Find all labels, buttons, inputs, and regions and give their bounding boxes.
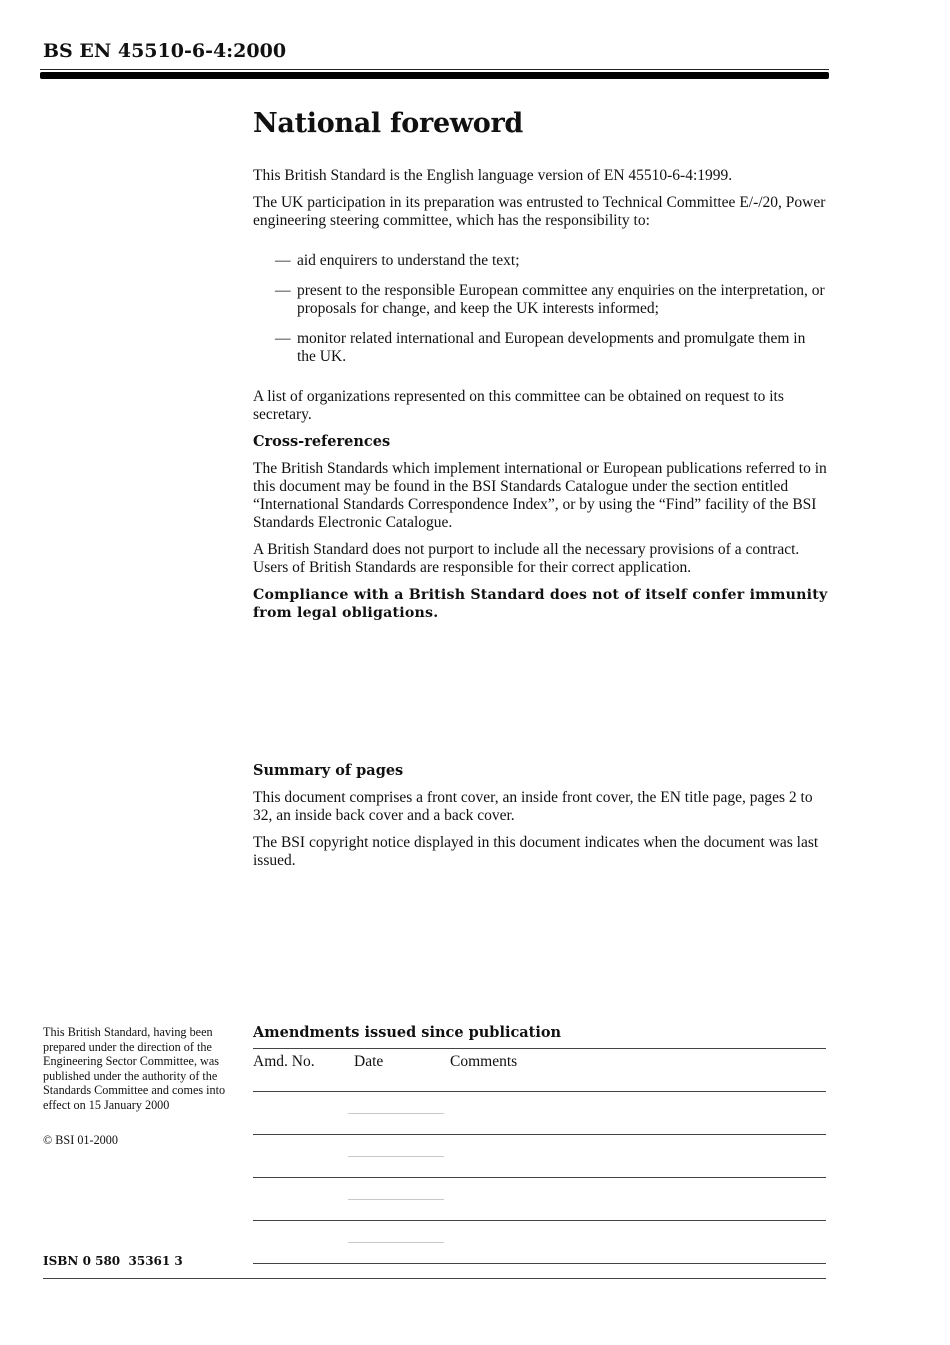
page-title: National foreword bbox=[253, 108, 523, 139]
list-item-text: present to the responsible European committee any enquiries on the interpretation, or proposals for change, and keep the UK interests informed; bbox=[297, 282, 825, 317]
isbn-number: ISBN 0 580 35361 3 bbox=[43, 1254, 183, 1268]
copyright-line: © BSI 01-2000 bbox=[43, 1133, 118, 1147]
dash-marker: — bbox=[275, 252, 291, 269]
date-cell-line bbox=[348, 1113, 444, 1114]
publication-note: This British Standard, having been prepared under the direction of the Engineering Sector Committee, was published under the authority of the Standards Committee and comes into effect on 15 January 2000 bbox=[43, 1025, 226, 1112]
amendments-table bbox=[253, 1048, 826, 1264]
intro-paragraph: This British Standard is the English language version of EN 45510-6-4:1999. bbox=[253, 167, 733, 184]
list-item-text: monitor related international and European developments and promulgate them in the UK. bbox=[297, 330, 806, 365]
header-thin-rule bbox=[40, 69, 829, 70]
amendments-heading: Amendments issued since publication bbox=[253, 1024, 562, 1041]
date-cell-line bbox=[348, 1156, 444, 1157]
list-item bbox=[275, 252, 828, 270]
table-row bbox=[253, 1178, 826, 1221]
committee-paragraph: The UK participation in its preparation was entrusted to Technical Committee E/-/20, Power engineering steering committee, which has the responsibility to: bbox=[253, 194, 826, 229]
table-row bbox=[253, 1135, 826, 1178]
amendments-table-section bbox=[253, 1024, 826, 1264]
date-cell-line bbox=[348, 1199, 444, 1200]
provisions-paragraph: A British Standard does not purport to include all the necessary provisions of a contract. Users of British Standards are responsible for their correct application. bbox=[253, 541, 800, 576]
list-item bbox=[275, 282, 828, 318]
copyright-notice-paragraph: The BSI copyright notice displayed in this document indicates when the document was last issued. bbox=[253, 834, 819, 869]
responsibility-list bbox=[253, 252, 828, 366]
cross-references-paragraph: The British Standards which implement international or European publications referred to in this document may be found in the BSI Standards Catalogue under the section entitled “International Standards Correspondence Index”, or by using the “Find” facility of the BSI Standards Electronic Catalogue. bbox=[253, 460, 827, 531]
national-foreword-section bbox=[253, 105, 828, 622]
compliance-statement: Compliance with a British Standard does not of itself confer immunity from legal obligations. bbox=[253, 587, 828, 621]
column-header-comments: Comments bbox=[450, 1053, 518, 1070]
table-row bbox=[253, 1092, 826, 1135]
dash-marker: — bbox=[275, 330, 291, 347]
footer-rule bbox=[43, 1278, 826, 1279]
list-item bbox=[275, 330, 828, 366]
column-header-date: Date bbox=[354, 1053, 384, 1070]
publication-sidebar bbox=[43, 1025, 238, 1148]
cross-references-heading: Cross-references bbox=[253, 433, 391, 450]
dash-marker: — bbox=[275, 282, 291, 299]
table-row bbox=[253, 1221, 826, 1264]
date-cell-line bbox=[348, 1242, 444, 1243]
table-header-row bbox=[253, 1049, 826, 1092]
organizations-paragraph: A list of organizations represented on this committee can be obtained on request to its secretary. bbox=[253, 388, 784, 423]
summary-heading: Summary of pages bbox=[253, 762, 404, 779]
summary-paragraph: This document comprises a front cover, an inside front cover, the EN title page, pages 2 to 32, an inside back cover and a back cover. bbox=[253, 789, 813, 824]
header-thick-rule bbox=[40, 72, 829, 79]
summary-of-pages-section bbox=[253, 762, 828, 879]
column-header-amd-no: Amd. No. bbox=[253, 1053, 315, 1070]
document-identifier: BS EN 45510-6-4:2000 bbox=[43, 40, 287, 62]
list-item-text: aid enquirers to understand the text; bbox=[297, 252, 520, 269]
